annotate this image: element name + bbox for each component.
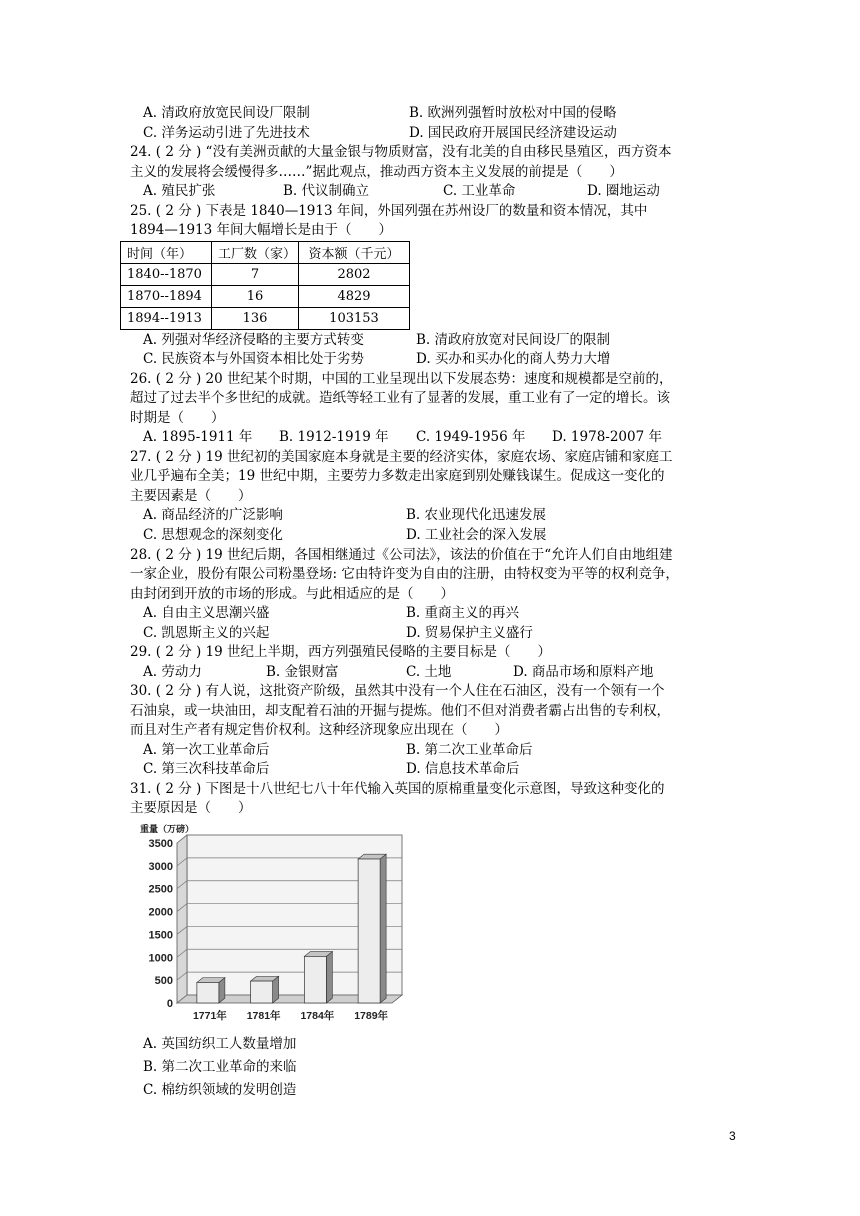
text-line: B. 重商主义的再兴 [406,605,520,621]
page-number: 3 [729,1129,736,1143]
factory-data-table [120,241,410,330]
text-line: 主要因素是（ ） [130,488,252,504]
bar [251,981,273,1003]
text-line: 26. ( 2 分 ) 20 世纪某个时期，中国的工业呈现出以下发展态势：速度和规模都是空前的， [130,371,673,387]
y-tick-label: 2500 [148,883,173,896]
table-cell: 136 [212,308,299,330]
text-line: 而且对生产者有规定售价权利。这种经济现象应出现在（ ） [130,722,508,738]
text-line: B. 金银财富 [266,664,339,680]
bar [304,956,326,1003]
bar-side [380,854,386,1003]
text-line: C. 思想观念的深刻变化 [143,527,283,543]
text-line: D. 国民政府开展国民经济建设运动 [409,125,617,141]
text-line: 一家企业，股份有限公司粉墨登场: 它由特许变为自由的注册，由特权变为平等的权利竞争， [130,566,679,582]
y-tick-label: 1500 [148,929,173,942]
text-line: B. 欧洲列强暂时放松对中国的侵略 [409,105,617,121]
text-line: A. 第一次工业革命后 [143,742,270,758]
text-line: D. 商品市场和原料产地 [513,664,654,680]
text-line: A. 自由主义思潮兴盛 [143,605,270,621]
answer-option: B. 第二次工业革命的来临 [143,1059,297,1075]
text-line: A. 劳动力 [143,664,202,680]
text-line: C. 工业革命 [443,183,516,199]
text-line: D. 买办和买办化的商人势力大增 [416,351,611,367]
text-line: A. 1895-1911 年 [143,429,253,445]
text-line: 主要原因是（ ） [130,800,252,816]
table-header-row [121,242,410,264]
text-line: C. 洋务运动引进了先进技术 [143,125,310,141]
text-line: 25. ( 2 分 ) 下表是 1840—1913 年间，外国列强在苏州设厂的数量和资本情况，其中 [130,203,648,219]
text-line: 业几乎遍布全美；19 世纪中期，主要劳力多数走出家庭到别处赚钱谋生。促成这一变化的 [130,468,665,484]
text-line: B. 代议制确立 [283,183,370,199]
text-line: B. 清政府放宽对民间设厂的限制 [416,332,611,348]
table-row [121,264,410,286]
text-line: 24. ( 2 分 ) “没有美洲贡献的大量金银与物质财富，没有北美的自由移民垦殖区，西方资本 [130,144,672,160]
text-line: D. 圈地运动 [587,183,660,199]
table-cell: 1894--1913 [121,308,212,330]
text-line: B. 第二次工业革命后 [406,742,533,758]
text-line: 31. ( 2 分 ) 下图是十八世纪七八十年代输入英国的原棉重量变化示意图，导致这种变化的 [130,781,665,797]
text-line: A. 清政府放宽民间设厂限制 [143,105,310,121]
table-cell: 103153 [299,308,410,330]
table-header: 时间（年） [121,242,212,264]
text-line: C. 凯恩斯主义的兴起 [143,625,270,641]
text-line: C. 民族资本与外国资本相比处于劣势 [143,351,364,367]
table-cell: 4829 [299,286,410,308]
bar-side [326,952,332,1003]
table-header: 工厂数（家） [212,242,299,264]
text-line: D. 贸易保护主义盛行 [406,625,533,641]
table-header: 资本额（千元） [299,242,410,264]
text-line: 超过了过去半个多世纪的成就。造纸等轻工业有了显著的发展，重工业有了一定的增长。该 [130,390,670,406]
text-line: 1894—1913 年间大幅增长是由于（ ） [130,222,393,238]
text-line: 石油泉，或一块油田，却支配着石油的开掘与提炼。他们不但对消费者霸占出售的专利权， [130,703,670,719]
text-line: 由封闭到开放的市场的形成。与此相适应的是（ ） [130,586,454,602]
x-tick-label: 1781年 [246,1010,281,1022]
text-line: A. 殖民扩张 [143,183,216,199]
table-row [121,308,410,330]
text-line: C. 第三次科技革命后 [143,761,270,777]
x-tick-label: 1771年 [192,1010,227,1022]
text-line: D. 信息技术革命后 [406,761,520,777]
y-tick-label: 3500 [148,838,173,850]
text-line: A. 商品经济的广泛影响 [143,507,283,523]
text-line: 28. ( 2 分 ) 19 世纪后期，各国相继通过《公司法》，该法的价值在于“允许人们自由地组建 [130,547,673,563]
answer-option: C. 棉纺织领域的发明创造 [143,1082,297,1098]
table-cell: 16 [212,286,299,308]
x-tick-label: 1784年 [300,1010,335,1022]
y-tick-label: 3000 [148,860,173,873]
text-line: 27. ( 2 分 ) 19 世纪初的美国家庭本身就是主要的经济实体，家庭农场、家庭店铺和家庭工 [130,449,673,465]
text-line: 主义的发展将会缓慢得多……”据此观点，推动西方资本主义发展的前提是（ ） [130,164,623,180]
text-line: 30. ( 2 分 ) 有人说，这批资产阶级，虽然其中没有一个人住在石油区，没有一个领有一个 [130,683,665,699]
bar [197,982,219,1003]
y-tick-label: 1000 [148,952,173,965]
table-row [121,286,410,308]
text-line: C. 土地 [406,664,452,680]
y-tick-label: 0 [166,998,173,1010]
text-line: D. 工业社会的深入发展 [406,527,547,543]
bar [358,859,380,1003]
text-line: B. 农业现代化迅速发展 [406,507,547,523]
y-tick-label: 500 [154,975,173,988]
text-line: 29. ( 2 分 ) 19 世纪上半期，西方列强殖民侵略的主要目标是（ ） [130,644,552,660]
x-tick-label: 1789年 [354,1010,389,1022]
chart-side-wall [177,835,187,1003]
text-line: A. 列强对华经济侵略的主要方式转变 [143,332,364,348]
table-cell: 1870--1894 [121,286,212,308]
text-line: D. 1978-2007 年 [552,429,662,445]
table-cell: 2802 [299,264,410,286]
text-line: 时期是（ ） [130,410,225,426]
y-axis-label: 重量（万磅） [140,824,195,834]
cotton-import-bar-chart [132,822,412,1027]
table-cell: 7 [212,264,299,286]
text-line: C. 1949-1956 年 [416,429,526,445]
y-tick-label: 2000 [148,906,173,919]
text-line: B. 1912-1919 年 [279,429,389,445]
table-cell: 1840--1870 [121,264,212,286]
answer-option: A. 英国纺织工人数量增加 [143,1036,297,1052]
